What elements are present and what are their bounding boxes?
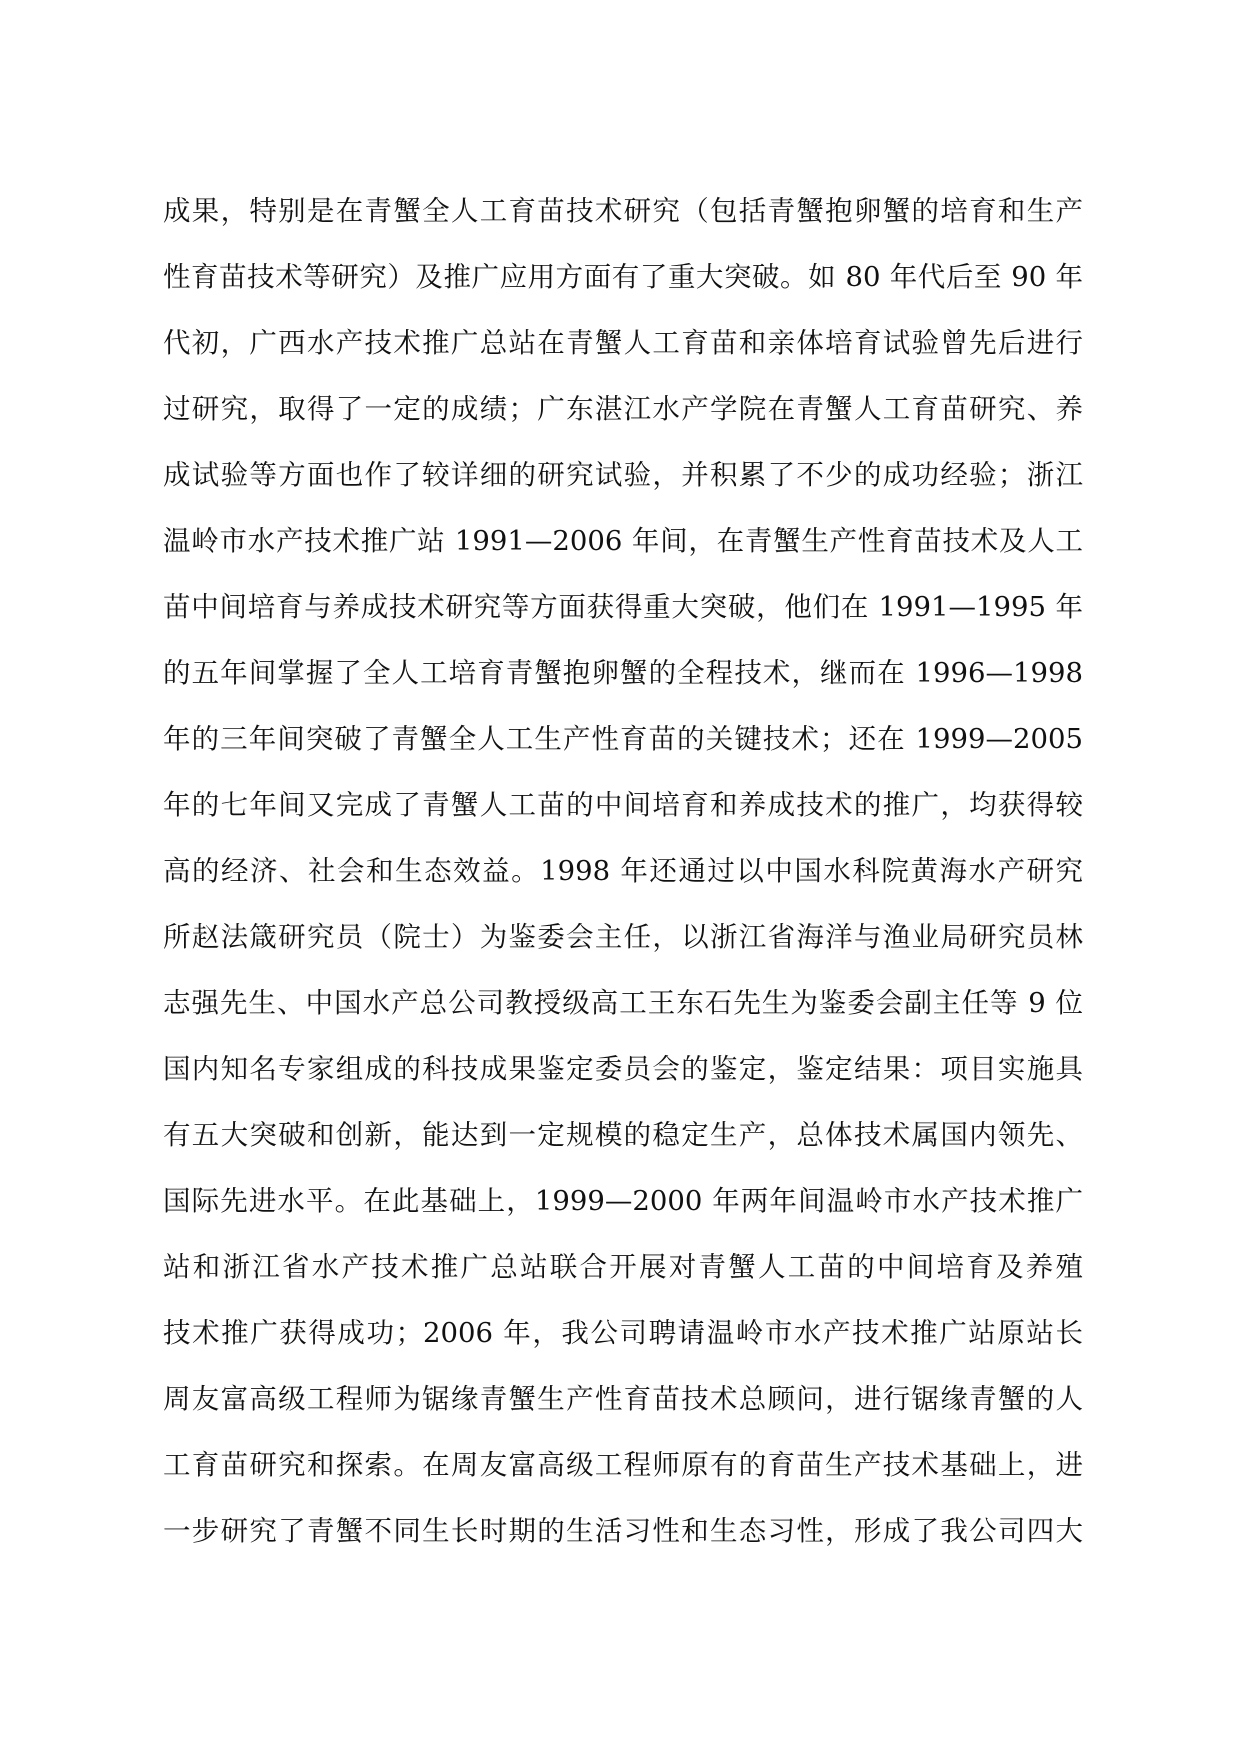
text-line: 一步研究了青蟹不同生长时期的生活习性和生态习性，形成了我公司四大 (163, 1515, 1083, 1547)
text-line: 过研究，取得了一定的成绩；广东湛江水产学院在青蟹人工育苗研究、养 (163, 393, 1083, 425)
text-line: 苗中间培育与养成技术研究等方面获得重大突破，他们在 1991—1995 年 (163, 591, 1083, 623)
text-line: 工育苗研究和探索。在周友富高级工程师原有的育苗生产技术基础上，进 (163, 1449, 1083, 1481)
text-line: 技术推广获得成功；2006 年，我公司聘请温岭市水产技术推广站原站长 (163, 1317, 1083, 1349)
text-line: 周友富高级工程师为锯缘青蟹生产性育苗技术总顾问，进行锯缘青蟹的人 (163, 1383, 1083, 1415)
text-line: 站和浙江省水产技术推广总站联合开展对青蟹人工苗的中间培育及养殖 (163, 1251, 1083, 1283)
body-text (163, 178, 1083, 1564)
text-line: 有五大突破和创新，能达到一定规模的稳定生产，总体技术属国内领先、 (163, 1119, 1083, 1151)
text-line: 年的七年间又完成了青蟹人工苗的中间培育和养成技术的推广，均获得较 (163, 789, 1083, 821)
text-line: 所赵法箴研究员（院士）为鉴委会主任，以浙江省海洋与渔业局研究员林 (163, 921, 1083, 953)
text-line: 高的经济、社会和生态效益。1998 年还通过以中国水科院黄海水产研究 (163, 855, 1083, 887)
text-line: 志强先生、中国水产总公司教授级高工王东石先生为鉴委会副主任等 9 位 (163, 987, 1083, 1019)
text-line: 国际先进水平。在此基础上，1999—2000 年两年间温岭市水产技术推广 (163, 1185, 1083, 1217)
text-line: 的五年间掌握了全人工培育青蟹抱卵蟹的全程技术，继而在 1996—1998 (163, 657, 1083, 689)
text-line: 成果，特别是在青蟹全人工育苗技术研究（包括青蟹抱卵蟹的培育和生产 (163, 195, 1083, 227)
text-line: 国内知名专家组成的科技成果鉴定委员会的鉴定，鉴定结果：项目实施具 (163, 1053, 1083, 1085)
text-line: 性育苗技术等研究）及推广应用方面有了重大突破。如 80 年代后至 90 年 (163, 261, 1083, 293)
text-line: 温岭市水产技术推广站 1991—2006 年间，在青蟹生产性育苗技术及人工 (163, 525, 1083, 557)
text-line: 代初，广西水产技术推广总站在青蟹人工育苗和亲体培育试验曾先后进行 (163, 327, 1083, 359)
text-line: 成试验等方面也作了较详细的研究试验，并积累了不少的成功经验；浙江 (163, 459, 1083, 491)
text-line: 年的三年间突破了青蟹全人工生产性育苗的关键技术；还在 1999—2005 (163, 723, 1083, 755)
